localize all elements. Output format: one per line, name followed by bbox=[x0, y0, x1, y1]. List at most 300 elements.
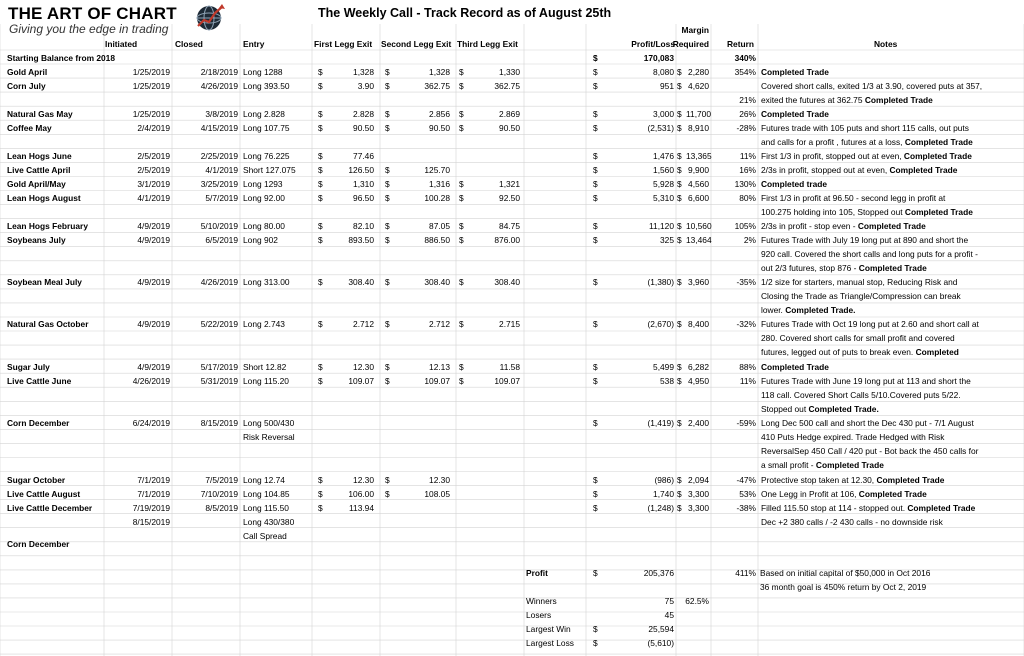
trade-return: -28% bbox=[736, 123, 756, 133]
first-legg-exit: 77.46 bbox=[353, 151, 374, 161]
third-legg-dollar: $ bbox=[459, 193, 464, 203]
trade-closed-date: 4/15/2019 bbox=[200, 123, 238, 133]
header-margin: Margin bbox=[681, 25, 709, 35]
trade-name: Soybean Meal July bbox=[7, 277, 82, 287]
trade-note: 100.275 holding into 105, Stopped out Completed Trade bbox=[761, 207, 973, 218]
completed-trade-label: Completed Trade bbox=[904, 207, 973, 218]
first-legg-exit: 1,328 bbox=[353, 67, 374, 77]
trade-entry: Long 393.50 bbox=[243, 81, 290, 91]
trade-note: 1/2 size for starters, manual stop, Reducing Risk and bbox=[761, 277, 958, 287]
trade-name: Natural Gas October bbox=[7, 319, 89, 329]
first-legg-dollar: $ bbox=[318, 123, 323, 133]
trade-note: 118 call. Covered Short Calls 5/10.Covered puts 5/22. bbox=[761, 390, 961, 401]
trade-return: 26% bbox=[739, 109, 756, 119]
winners-value: 75 bbox=[664, 596, 674, 606]
largest-win-label: Largest Win bbox=[526, 624, 571, 634]
first-legg-exit: 2.712 bbox=[353, 319, 374, 329]
trade-initiated-date: 4/9/2019 bbox=[137, 362, 170, 372]
first-legg-exit: 90.50 bbox=[353, 123, 374, 133]
globe-chart-icon bbox=[194, 2, 228, 32]
trade-note: Futures trade with 105 puts and short 115 calls, out puts bbox=[761, 123, 969, 133]
trade-note: Stopped out Completed Trade. bbox=[761, 404, 879, 415]
profit-loss-dollar: $ bbox=[593, 235, 598, 245]
first-legg-exit: 113.94 bbox=[349, 503, 374, 513]
second-legg-dollar: $ bbox=[385, 109, 390, 119]
trade-entry: Long 1288 bbox=[243, 67, 283, 77]
profit-loss-dollar: $ bbox=[593, 503, 598, 513]
second-legg-dollar: $ bbox=[385, 475, 390, 485]
second-legg-dollar: $ bbox=[385, 235, 390, 245]
trade-return: -47% bbox=[736, 475, 756, 485]
profit-loss-value: (2,531) bbox=[647, 123, 674, 133]
third-legg-dollar: $ bbox=[459, 319, 464, 329]
margin-required: 2,094 bbox=[688, 475, 709, 485]
summary-note-capital: Based on initial capital of $50,000 in Oct 2016 bbox=[760, 568, 931, 578]
margin-required: 13,464 bbox=[686, 235, 712, 245]
trade-note: a small profit - Completed Trade bbox=[761, 460, 884, 471]
trade-initiated-date: 4/26/2019 bbox=[132, 376, 170, 386]
trade-return: -35% bbox=[736, 277, 756, 287]
trade-entry: Long 1293 bbox=[243, 179, 283, 189]
profit-loss-dollar: $ bbox=[593, 362, 598, 372]
trade-name: Gold April/May bbox=[7, 179, 66, 189]
trade-note: and calls for a profit , futures at a loss, Completed Trade bbox=[761, 137, 973, 148]
margin-dollar: $ bbox=[677, 109, 682, 119]
first-legg-dollar: $ bbox=[318, 503, 323, 513]
margin-dollar: $ bbox=[677, 503, 682, 513]
first-legg-dollar: $ bbox=[318, 319, 323, 329]
margin-required: 3,300 bbox=[688, 503, 709, 513]
margin-required: 9,900 bbox=[688, 165, 709, 175]
trade-initiated-date: 7/19/2019 bbox=[132, 503, 170, 513]
trade-initiated-date: 2/5/2019 bbox=[137, 151, 170, 161]
second-legg-dollar: $ bbox=[385, 67, 390, 77]
trade-name: Coffee May bbox=[7, 123, 52, 133]
trade-initiated-date: 2/5/2019 bbox=[137, 165, 170, 175]
summary-note-goal: 36 month goal is 450% return by Oct 2, 2019 bbox=[760, 582, 927, 592]
completed-trade-label: Completed Trade bbox=[876, 475, 945, 485]
completed-trade-label: Completed Trade bbox=[857, 221, 926, 231]
trade-initiated-date: 4/9/2019 bbox=[137, 277, 170, 287]
trade-entry: Short 12.82 bbox=[243, 362, 287, 372]
losers-label: Losers bbox=[526, 610, 552, 620]
first-legg-exit: 308.40 bbox=[348, 277, 374, 287]
first-legg-dollar: $ bbox=[318, 193, 323, 203]
second-legg-exit: 90.50 bbox=[429, 123, 450, 133]
trade-note: Covered short calls, exited 1/3 at 3.90, covered puts at 357, bbox=[761, 81, 983, 91]
first-legg-exit: 12.30 bbox=[353, 475, 374, 485]
losers-value: 45 bbox=[664, 610, 674, 620]
third-legg-exit: 109.07 bbox=[494, 376, 520, 386]
profit-value: 205,376 bbox=[643, 568, 674, 578]
third-legg-exit: 92.50 bbox=[499, 193, 520, 203]
first-legg-dollar: $ bbox=[318, 109, 323, 119]
margin-dollar: $ bbox=[677, 123, 682, 133]
trade-name: Corn December bbox=[7, 418, 70, 428]
second-legg-exit: 308.40 bbox=[424, 277, 450, 287]
trade-return: 130% bbox=[734, 179, 756, 189]
header-closed: Closed bbox=[175, 39, 203, 49]
trade-closed-date: 2/25/2019 bbox=[200, 151, 238, 161]
trade-return: -32% bbox=[736, 319, 756, 329]
trade-note: Protective stop taken at 12.30, Completed Trade bbox=[761, 475, 945, 485]
margin-dollar: $ bbox=[677, 489, 682, 499]
first-legg-dollar: $ bbox=[318, 81, 323, 91]
first-legg-exit: 893.50 bbox=[348, 235, 374, 245]
margin-dollar: $ bbox=[677, 319, 682, 329]
first-legg-dollar: $ bbox=[318, 277, 323, 287]
trade-entry: Long 115.20 bbox=[243, 376, 289, 386]
first-legg-exit: 106.00 bbox=[348, 489, 374, 499]
trade-return: 53% bbox=[739, 489, 756, 499]
first-legg-dollar: $ bbox=[318, 179, 323, 189]
margin-dollar: $ bbox=[677, 418, 682, 428]
largest-loss-value: (5,610) bbox=[647, 638, 674, 648]
first-legg-dollar: $ bbox=[318, 376, 323, 386]
second-legg-exit: 125.70 bbox=[424, 165, 450, 175]
trade-closed-date: 4/26/2019 bbox=[200, 81, 238, 91]
trade-return: 88% bbox=[739, 362, 756, 372]
second-legg-dollar: $ bbox=[385, 319, 390, 329]
first-legg-dollar: $ bbox=[318, 67, 323, 77]
second-legg-exit: 12.13 bbox=[429, 362, 450, 372]
first-legg-dollar: $ bbox=[318, 235, 323, 245]
profit-loss-value: (1,380) bbox=[647, 277, 674, 287]
completed-trade-label: Completed Trade bbox=[858, 263, 927, 274]
margin-dollar: $ bbox=[677, 235, 682, 245]
largest-loss-label: Largest Loss bbox=[526, 638, 574, 648]
second-legg-dollar: $ bbox=[385, 362, 390, 372]
second-legg-exit: 1,328 bbox=[429, 67, 450, 77]
profit-loss-dollar: $ bbox=[593, 67, 598, 77]
trade-return: 80% bbox=[739, 193, 756, 203]
profit-loss-dollar: $ bbox=[593, 221, 598, 231]
completed-trade-label: Completed Trade bbox=[864, 95, 933, 106]
trade-note: One Legg in Profit at 106, Completed Trade bbox=[761, 489, 927, 499]
trade-note: Dec +2 380 calls / -2 430 calls - no downside risk bbox=[761, 517, 943, 527]
trade-entry: Risk Reversal bbox=[243, 432, 295, 443]
trade-return: 105% bbox=[734, 221, 756, 231]
trade-note: ReversalSep 450 Call / 420 put - Bot back the 450 calls for bbox=[761, 446, 979, 457]
trade-initiated-date: 7/1/2019 bbox=[137, 489, 170, 499]
profit-loss-value: 5,310 bbox=[653, 193, 674, 203]
trade-note: Futures Trade with Oct 19 long put at 2.60 and short call at bbox=[761, 319, 979, 329]
first-legg-exit: 82.10 bbox=[353, 221, 374, 231]
trade-note: out 2/3 futures, stop 876 - Completed Trade bbox=[761, 263, 927, 274]
profit-loss-dollar: $ bbox=[593, 109, 598, 119]
trade-closed-date: 4/1/2019 bbox=[205, 165, 238, 175]
trade-entry: Long 80.00 bbox=[243, 221, 285, 231]
trade-closed-date: 3/25/2019 bbox=[200, 179, 238, 189]
second-legg-exit: 12.30 bbox=[429, 475, 450, 485]
third-legg-dollar: $ bbox=[459, 362, 464, 372]
trade-note: Long Dec 500 call and short the Dec 430 put - 7/1 August bbox=[761, 418, 974, 428]
trade-note: exited the futures at 362.75 Completed Trade bbox=[761, 95, 933, 106]
sheet-title: The Weekly Call - Track Record as of August 25th bbox=[318, 6, 612, 20]
trade-initiated-date: 4/9/2019 bbox=[137, 235, 170, 245]
trade-closed-date: 2/18/2019 bbox=[200, 67, 238, 77]
third-legg-dollar: $ bbox=[459, 123, 464, 133]
completed-trade-label: Completed Trade. bbox=[808, 404, 879, 415]
third-legg-exit: 2.715 bbox=[499, 319, 520, 329]
header-second-legg-exit: Second Legg Exit bbox=[381, 39, 452, 49]
third-legg-dollar: $ bbox=[459, 376, 464, 386]
header-third-legg-exit: Third Legg Exit bbox=[457, 39, 518, 49]
trade-name: Corn July bbox=[7, 81, 46, 91]
trade-note: Filled 115.50 stop at 114 - stopped out. Completed Trade bbox=[761, 503, 976, 513]
second-legg-exit: 100.28 bbox=[424, 193, 450, 203]
trade-name: Soybeans July bbox=[7, 235, 66, 245]
logo-tagline: Giving you the edge in trading bbox=[9, 22, 169, 36]
profit-label: Profit bbox=[526, 568, 548, 578]
second-legg-exit: 1,316 bbox=[429, 179, 450, 189]
trade-entry: Short 127.075 bbox=[243, 165, 296, 175]
trade-closed-date: 7/5/2019 bbox=[205, 475, 238, 485]
header-return: Return bbox=[727, 39, 754, 49]
profit-loss-dollar: $ bbox=[593, 418, 598, 428]
profit-loss-dollar: $ bbox=[593, 475, 598, 485]
margin-dollar: $ bbox=[677, 179, 682, 189]
trade-closed-date: 3/8/2019 bbox=[205, 109, 238, 119]
margin-dollar: $ bbox=[677, 81, 682, 91]
header-profit-loss: Profit/Loss bbox=[631, 39, 675, 49]
second-legg-exit: 2.856 bbox=[429, 109, 450, 119]
trade-entry: Long 107.75 bbox=[243, 123, 290, 133]
trade-name: Lean Hogs June bbox=[7, 151, 72, 161]
profit-loss-dollar: $ bbox=[593, 277, 598, 287]
trade-name: Live Cattle August bbox=[7, 489, 81, 499]
margin-required: 2,400 bbox=[688, 418, 709, 428]
trade-note: 2/3s in profit, stopped out at even, Completed Trade bbox=[761, 165, 958, 175]
profit-loss-dollar: $ bbox=[593, 193, 598, 203]
third-legg-exit: 308.40 bbox=[494, 277, 520, 287]
trade-name: Natural Gas May bbox=[7, 109, 73, 119]
first-legg-exit: 126.50 bbox=[348, 165, 374, 175]
profit-loss-value: 951 bbox=[660, 81, 674, 91]
trade-note: Futures Trade with June 19 long put at 113 and short the bbox=[761, 376, 971, 386]
header-notes: Notes bbox=[874, 39, 898, 49]
trade-initiated-date: 1/25/2019 bbox=[132, 109, 170, 119]
trade-name: Lean Hogs February bbox=[7, 221, 88, 231]
profit-loss-value: 11,120 bbox=[649, 221, 674, 231]
completed-trade-label: Completed Trade bbox=[903, 151, 972, 161]
profit-loss-dollar: $ bbox=[593, 151, 598, 161]
trade-note: Completed trade bbox=[761, 179, 828, 189]
trade-closed-date: 7/10/2019 bbox=[200, 489, 238, 499]
trade-entry: Long 902 bbox=[243, 235, 278, 245]
margin-required: 3,300 bbox=[688, 489, 709, 499]
winners-label: Winners bbox=[526, 596, 557, 606]
first-legg-exit: 12.30 bbox=[353, 362, 374, 372]
first-legg-dollar: $ bbox=[318, 489, 323, 499]
margin-required: 8,910 bbox=[688, 123, 709, 133]
completed-trade-label: Completed Trade bbox=[904, 137, 973, 148]
trade-note: Completed Trade bbox=[761, 109, 829, 119]
profit-loss-value: 538 bbox=[660, 376, 674, 386]
second-legg-exit: 87.05 bbox=[429, 221, 450, 231]
margin-required: 11,700 bbox=[686, 109, 711, 119]
trade-closed-date: 6/5/2019 bbox=[205, 235, 238, 245]
header-first-legg-exit: First Legg Exit bbox=[314, 39, 373, 49]
trade-name: Gold April bbox=[7, 67, 48, 77]
trade-note: futures, legged out of puts to break even. Completed bbox=[761, 347, 959, 358]
trade-initiated-date: 7/1/2019 bbox=[137, 475, 170, 485]
trade-entry: Call Spread bbox=[243, 531, 287, 542]
trade-note: 920 call. Covered the short calls and long puts for a profit - bbox=[761, 249, 978, 260]
trade-return: -59% bbox=[736, 418, 756, 428]
largest-win-dollar: $ bbox=[593, 624, 598, 634]
trade-name: Sugar October bbox=[7, 475, 66, 485]
trade-note: Futures Trade with July 19 long put at 890 and short the bbox=[761, 235, 969, 245]
trade-initiated-date: 4/9/2019 bbox=[137, 221, 170, 231]
trade-closed-date: 8/5/2019 bbox=[205, 503, 238, 513]
second-legg-exit: 886.50 bbox=[424, 235, 450, 245]
first-legg-dollar: $ bbox=[318, 221, 323, 231]
starting-balance-value: 170,083 bbox=[643, 53, 674, 63]
profit-loss-dollar: $ bbox=[593, 179, 598, 189]
trade-note: First 1/3 in profit at 96.50 - second legg in profit at bbox=[761, 193, 946, 203]
profit-loss-dollar: $ bbox=[593, 81, 598, 91]
starting-balance-label: Starting Balance from 2018 bbox=[7, 53, 115, 63]
trade-initiated-date: 3/1/2019 bbox=[137, 179, 170, 189]
trade-name: Live Cattle December bbox=[7, 503, 93, 513]
third-legg-exit: 11.58 bbox=[499, 362, 520, 372]
second-legg-exit: 108.05 bbox=[424, 489, 450, 499]
trade-entry: Long 76.225 bbox=[243, 151, 290, 161]
trade-note: Closing the Trade as Triangle/Compression can break bbox=[761, 291, 961, 302]
profit-loss-value: 325 bbox=[660, 235, 674, 245]
profit-loss-dollar: $ bbox=[593, 165, 598, 175]
profit-loss-value: 1,560 bbox=[653, 165, 674, 175]
second-legg-exit: 2.712 bbox=[429, 319, 450, 329]
second-legg-dollar: $ bbox=[385, 489, 390, 499]
third-legg-exit: 362.75 bbox=[494, 81, 520, 91]
header-entry: Entry bbox=[243, 39, 265, 49]
trade-closed-date: 5/31/2019 bbox=[200, 376, 238, 386]
trade-return: 2% bbox=[743, 235, 756, 245]
margin-required: 6,282 bbox=[688, 362, 709, 372]
profit-loss-value: (1,419) bbox=[647, 418, 674, 428]
trade-initiated-date: 6/24/2019 bbox=[132, 418, 170, 428]
trade-return: 11% bbox=[739, 376, 756, 386]
first-legg-exit: 1,310 bbox=[353, 179, 374, 189]
margin-required: 8,400 bbox=[688, 319, 709, 329]
profit-loss-value: (1,248) bbox=[647, 503, 674, 513]
third-legg-dollar: $ bbox=[459, 221, 464, 231]
trade-return: 354% bbox=[734, 67, 756, 77]
second-legg-dollar: $ bbox=[385, 165, 390, 175]
margin-dollar: $ bbox=[677, 165, 682, 175]
margin-dollar: $ bbox=[677, 221, 682, 231]
profit-return: 411% bbox=[735, 568, 756, 578]
trade-entry: Long 115.50 bbox=[243, 503, 289, 513]
starting-balance-return: 340% bbox=[734, 53, 756, 63]
trade-name: Lean Hogs August bbox=[7, 193, 81, 203]
trade-entry: Long 2.743 bbox=[243, 319, 285, 329]
margin-dollar: $ bbox=[677, 376, 682, 386]
margin-dollar: $ bbox=[677, 193, 682, 203]
first-legg-dollar: $ bbox=[318, 362, 323, 372]
margin-required: 3,960 bbox=[688, 277, 709, 287]
margin-required: 10,560 bbox=[686, 221, 712, 231]
third-legg-dollar: $ bbox=[459, 109, 464, 119]
profit-loss-value: 1,476 bbox=[653, 151, 674, 161]
first-legg-exit: 2.828 bbox=[353, 109, 374, 119]
header-required: Required bbox=[672, 39, 709, 49]
trade-initiated-date: 2/4/2019 bbox=[137, 123, 170, 133]
second-legg-dollar: $ bbox=[385, 193, 390, 203]
trade-closed-date: 4/26/2019 bbox=[200, 277, 238, 287]
trade-entry: Long 92.00 bbox=[243, 193, 285, 203]
margin-required: 13,365 bbox=[686, 151, 712, 161]
profit-loss-value: 5,499 bbox=[653, 362, 674, 372]
trade-note: Completed Trade bbox=[761, 67, 829, 77]
third-legg-exit: 84.75 bbox=[499, 221, 520, 231]
winners-percent: 62.5% bbox=[685, 596, 709, 606]
trade-initiated-date: 4/1/2019 bbox=[137, 193, 170, 203]
completed-trade-label: Completed Trade bbox=[858, 489, 927, 499]
trade-entry: Long 12.74 bbox=[243, 475, 285, 485]
third-legg-exit: 876.00 bbox=[494, 235, 520, 245]
first-legg-dollar: $ bbox=[318, 165, 323, 175]
margin-dollar: $ bbox=[677, 362, 682, 372]
second-legg-dollar: $ bbox=[385, 123, 390, 133]
margin-dollar: $ bbox=[677, 277, 682, 287]
completed-trade-label: Completed Trade. bbox=[785, 305, 856, 316]
completed-trade-label: Completed Trade bbox=[889, 165, 958, 175]
trade-name: Live Cattle June bbox=[7, 376, 72, 386]
margin-dollar: $ bbox=[677, 151, 682, 161]
third-legg-dollar: $ bbox=[459, 67, 464, 77]
profit-loss-dollar: $ bbox=[593, 123, 598, 133]
third-legg-exit: 90.50 bbox=[499, 123, 520, 133]
third-legg-dollar: $ bbox=[459, 81, 464, 91]
third-legg-dollar: $ bbox=[459, 277, 464, 287]
second-legg-dollar: $ bbox=[385, 376, 390, 386]
second-legg-exit: 362.75 bbox=[424, 81, 450, 91]
profit-loss-value: (986) bbox=[654, 475, 674, 485]
margin-dollar: $ bbox=[677, 475, 682, 485]
trade-note: 410 Puts Hedge expired. Trade Hedged with Risk bbox=[761, 432, 945, 443]
trade-initiated-date: 4/9/2019 bbox=[137, 319, 170, 329]
profit-loss-value: (2,670) bbox=[647, 319, 674, 329]
logo-title: THE ART OF CHART bbox=[8, 4, 177, 23]
trade-entry: Long 313.00 bbox=[243, 277, 290, 287]
margin-required: 4,620 bbox=[688, 81, 709, 91]
trade-return: 11% bbox=[739, 151, 756, 161]
profit-loss-value: 3,000 bbox=[653, 109, 674, 119]
profit-loss-dollar: $ bbox=[593, 376, 598, 386]
first-legg-exit: 109.07 bbox=[348, 376, 374, 386]
margin-required: 6,600 bbox=[688, 193, 709, 203]
second-legg-exit: 109.07 bbox=[424, 376, 450, 386]
trade-entry: Long 2.828 bbox=[243, 109, 285, 119]
completed-trade-label: Completed Trade bbox=[815, 460, 884, 471]
trade-closed-date: 5/22/2019 bbox=[200, 319, 238, 329]
trade-note: First 1/3 in profit, stopped out at even, Completed Trade bbox=[761, 151, 972, 161]
profit-loss-value: 5,928 bbox=[653, 179, 674, 189]
margin-required: 4,560 bbox=[688, 179, 709, 189]
trade-note: 280. Covered short calls for small profit and covered bbox=[761, 333, 955, 344]
header-initiated: Initiated bbox=[105, 39, 138, 49]
profit-dollar: $ bbox=[593, 568, 598, 578]
second-legg-dollar: $ bbox=[385, 277, 390, 287]
trade-initiated-date: 8/15/2019 bbox=[132, 517, 170, 527]
trade-name: Corn December bbox=[7, 539, 70, 549]
profit-loss-value: 8,080 bbox=[653, 67, 674, 77]
first-legg-dollar: $ bbox=[318, 151, 323, 161]
margin-required: 4,950 bbox=[688, 376, 709, 386]
